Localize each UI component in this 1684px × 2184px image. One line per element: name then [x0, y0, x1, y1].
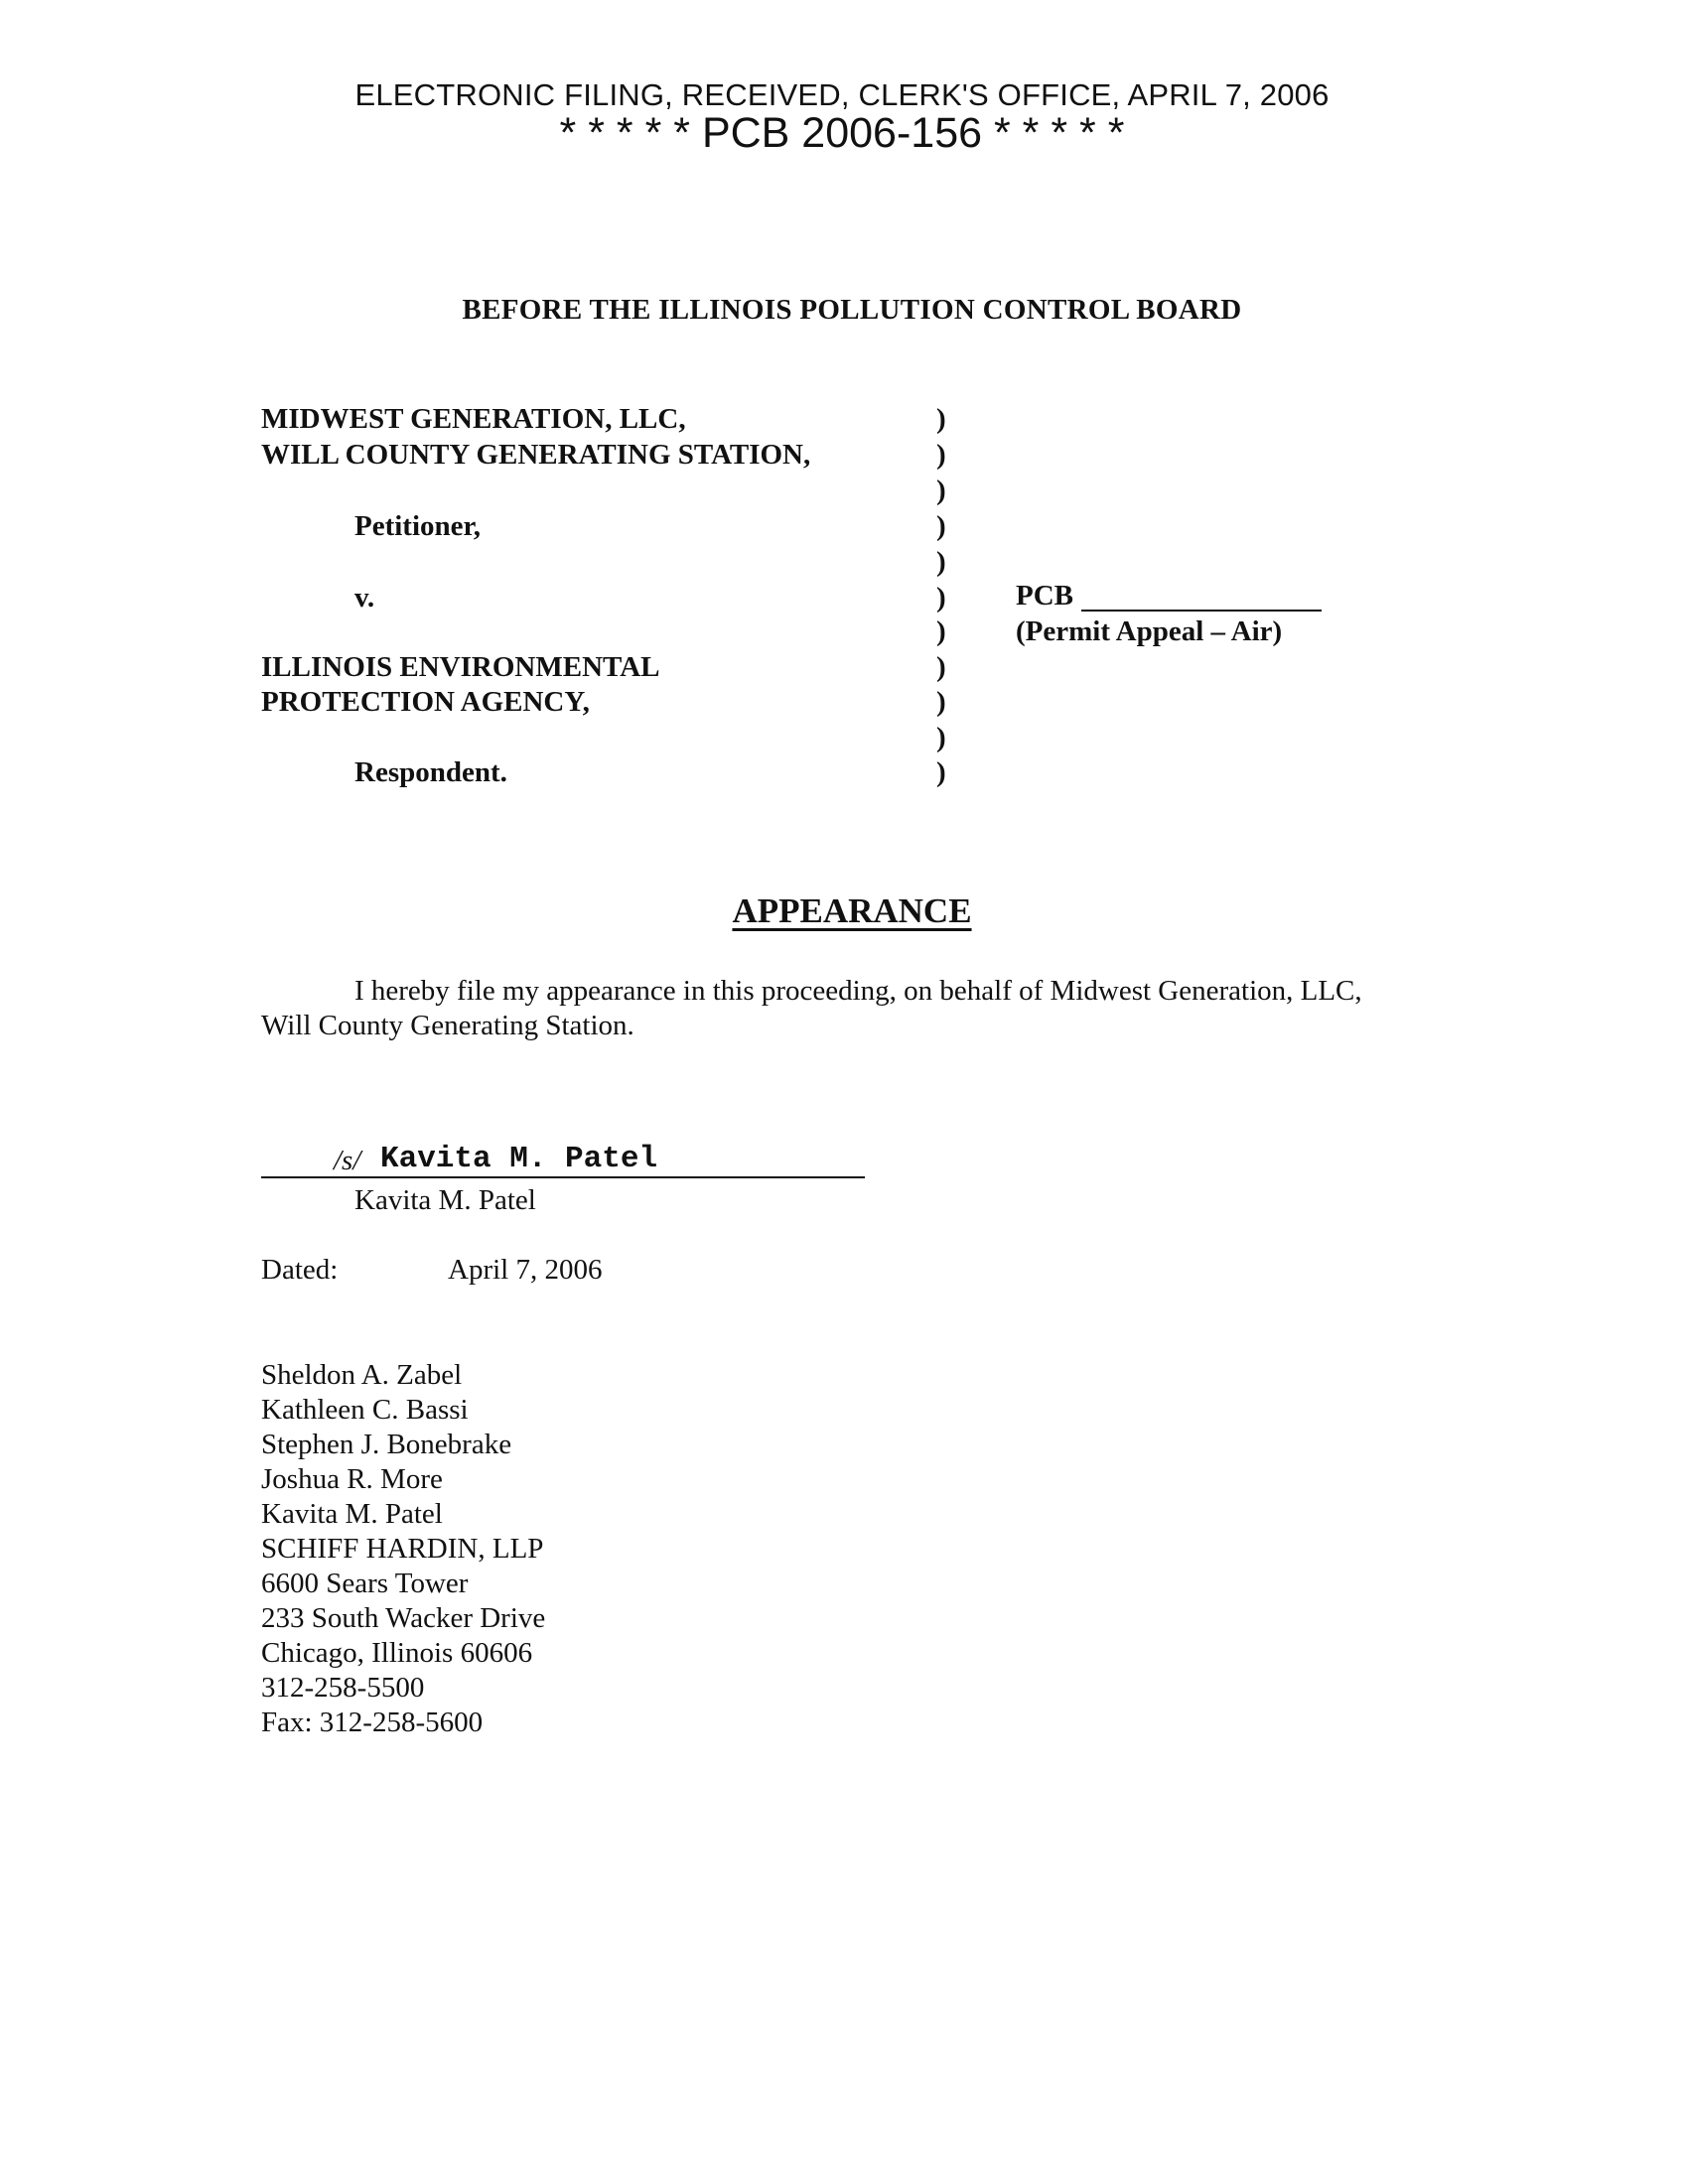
fax-number: Fax: 312-258-5600: [261, 1706, 484, 1738]
address-line: Chicago, Illinois 60606: [261, 1637, 533, 1669]
caption-paren: ): [936, 651, 946, 683]
firm-name: SCHIFF HARDIN, LLP: [261, 1533, 544, 1565]
petitioner-name-line-2: WILL COUNTY GENERATING STATION,: [261, 439, 811, 471]
versus: v.: [354, 582, 375, 614]
filing-stamp-line: ELECTRONIC FILING, RECEIVED, CLERK'S OFFICE, APRIL 7, 2006: [354, 77, 1330, 112]
case-number-stamp: * * * * * PCB 2006-156 * * * * *: [559, 109, 1125, 157]
address-line: 233 South Wacker Drive: [261, 1602, 546, 1634]
caption-paren: ): [936, 546, 946, 578]
electronic-signature: Kavita M. Patel: [380, 1142, 658, 1176]
caption-paren: ): [936, 615, 946, 647]
caption-paren: ): [936, 439, 946, 471]
signature-prefix: /s/: [334, 1145, 361, 1176]
body-line-2: Will County Generating Station.: [261, 1010, 634, 1041]
pcb-number-blank: [1081, 610, 1322, 612]
phone-number: 312-258-5500: [261, 1672, 425, 1704]
caption-paren: ): [936, 403, 946, 435]
caption-paren: ): [936, 582, 946, 614]
caption-paren: ): [936, 475, 946, 506]
respondent-name-line-2: PROTECTION AGENCY,: [261, 686, 590, 718]
caption-paren: ): [936, 722, 946, 753]
counsel-line: Joshua R. More: [261, 1463, 443, 1495]
board-heading: BEFORE THE ILLINOIS POLLUTION CONTROL BOARD: [462, 294, 1242, 326]
signature-line: [261, 1176, 865, 1178]
respondent-name-line-1: ILLINOIS ENVIRONMENTAL: [261, 651, 660, 683]
appeal-type: (Permit Appeal – Air): [1016, 615, 1283, 647]
dated-label: Dated:: [261, 1254, 339, 1286]
body-line-1: I hereby file my appearance in this proceeding, on behalf of Midwest Generation, LLC,: [354, 975, 1362, 1007]
counsel-line: Stephen J. Bonebrake: [261, 1429, 512, 1460]
pcb-label: PCB: [1016, 580, 1073, 612]
counsel-line: Kathleen C. Bassi: [261, 1394, 469, 1426]
counsel-line: Sheldon A. Zabel: [261, 1359, 463, 1391]
caption-paren: ): [936, 510, 946, 542]
address-line: 6600 Sears Tower: [261, 1568, 469, 1599]
petitioner-role: Petitioner,: [354, 510, 481, 542]
caption-paren: ): [936, 756, 946, 788]
respondent-role: Respondent.: [354, 756, 507, 788]
counsel-line: Kavita M. Patel: [261, 1498, 443, 1530]
printed-name: Kavita M. Patel: [354, 1184, 536, 1216]
caption-paren: ): [936, 686, 946, 718]
dated-value: April 7, 2006: [448, 1254, 603, 1286]
petitioner-name-line-1: MIDWEST GENERATION, LLC,: [261, 403, 686, 435]
document-title: APPEARANCE: [732, 891, 972, 930]
